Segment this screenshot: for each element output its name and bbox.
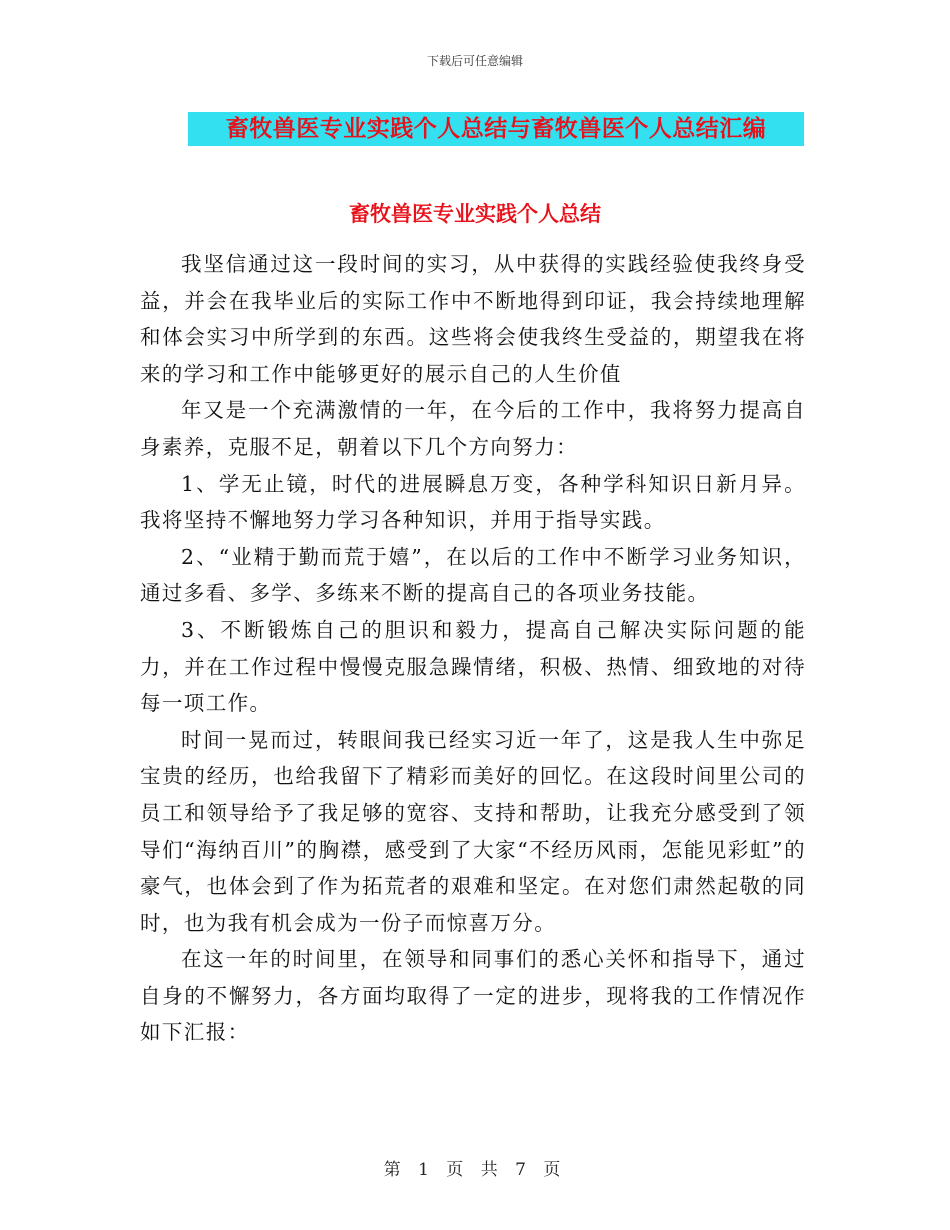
paragraph: 我坚信通过这一段时间的实习，从中获得的实践经验使我终身受益，并会在我毕业后的实际工作中不断地得到印证，我会持续地理解和体会实习中所学到的东西。这些将会使我终生受益的，期望我在将来的学习和工作中能够更好的展示自己的人生价值: [140, 252, 806, 386]
paragraph: 时间一晃而过，转眼间我已经实习近一年了，这是我人生中弥足宝贵的经历，也给我留下了精彩而美好的回忆。在这段时间里公司的员工和领导给予了我足够的宽容、支持和帮助，让我充分感受到了领导们“海纳百川”的胸襟，感受到了大家“不经历风雨，怎能见彩虹”的豪气，也体会到了作为拓荒者的艰难和坚定。在对您们肃然起敬的同时，也为我有机会成为一份子而惊喜万分。: [140, 727, 806, 935]
page-number: 第 1 页 共 7 页: [383, 1160, 567, 1180]
paragraph: 3、不断锻炼自己的胆识和毅力，提高自己解决实际问题的能力，并在工作过程中慢慢克服急躁情绪，积极、热情、细致地的对待每一项工作。: [140, 617, 806, 716]
body-text: [140, 246, 806, 1051]
paragraph: 2、“业精于勤而荒于嬉”，在以后的工作中不断学习业务知识，通过多看、多学、多练来不断的提高自己的各项业务技能。: [140, 544, 806, 606]
paragraph: 在这一年的时间里，在领导和同事们的悉心关怀和指导下，通过自身的不懈努力，各方面均取得了一定的进步，现将我的工作情况作如下汇报：: [140, 947, 806, 1045]
paragraph: 年又是一个充满激情的一年，在今后的工作中，我将努力提高自身素养，克服不足，朝着以下几个方向努力：: [140, 398, 806, 459]
paragraph: 1、学无止镜，时代的进展瞬息万变，各种学科知识日新月异。我将坚持不懈地努力学习各种知识，并用于指导实践。: [140, 471, 806, 533]
section-title: 畜牧兽医专业实践个人总结: [349, 202, 601, 226]
main-title: 畜牧兽医专业实践个人总结与畜牧兽医个人总结汇编: [188, 112, 804, 146]
header-note: 下载后可任意编辑: [426, 54, 523, 68]
